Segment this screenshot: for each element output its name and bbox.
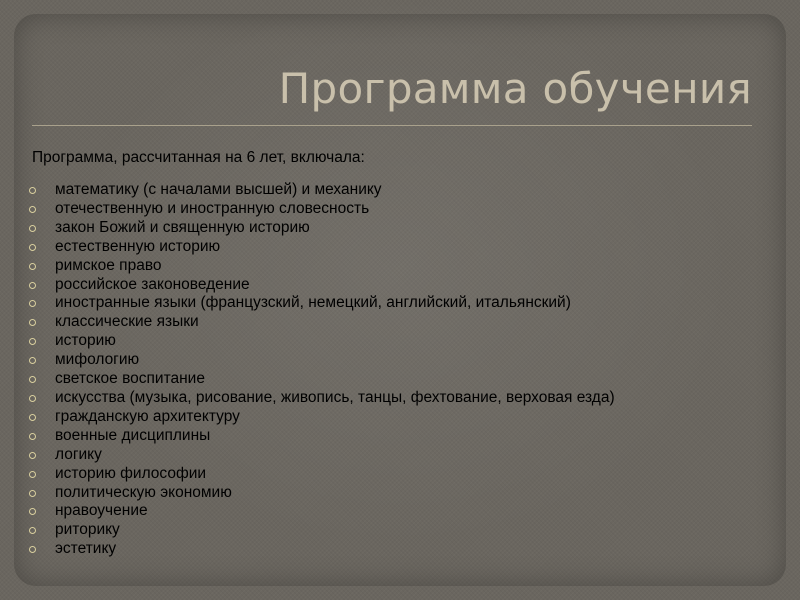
list-item-text: историю философии <box>55 464 207 482</box>
list-item-text: российское законоведение <box>55 275 250 293</box>
list-item <box>27 313 787 332</box>
list-item <box>27 389 787 408</box>
slide-title: Программа обучения <box>278 64 752 113</box>
ring-bullet-icon <box>29 357 36 364</box>
list-item-text: историю <box>55 332 116 350</box>
ring-bullet-icon <box>29 471 36 478</box>
ring-bullet-icon <box>29 319 36 326</box>
list-item <box>27 446 787 465</box>
list-item-text: искусства (музыка, рисование, живопись, танцы, фехтование, верховая езда) <box>55 388 615 406</box>
list-item-text: классические языки <box>55 313 199 331</box>
list-item-text: естественную историю <box>55 237 221 255</box>
list-item <box>27 521 787 540</box>
list-item <box>27 294 787 313</box>
list-item <box>27 257 787 276</box>
ring-bullet-icon <box>29 206 36 213</box>
list-item <box>27 427 787 446</box>
list-item <box>27 181 787 200</box>
list-item <box>27 219 787 238</box>
ring-bullet-icon <box>29 395 36 402</box>
list-item-text: гражданскую архитектуру <box>55 407 240 425</box>
ring-bullet-icon <box>29 338 36 345</box>
list-item <box>27 276 787 295</box>
list-item-text: эстетику <box>55 540 117 558</box>
list-item <box>27 502 787 521</box>
ring-bullet-icon <box>29 546 36 553</box>
ring-bullet-icon <box>29 414 36 421</box>
list-item-text: риторику <box>55 521 120 539</box>
list-item <box>27 370 787 389</box>
list-item <box>27 484 787 503</box>
list-item <box>27 540 787 559</box>
list-item-text: мифологию <box>55 351 140 369</box>
ring-bullet-icon <box>29 452 36 459</box>
ring-bullet-icon <box>29 263 36 270</box>
ring-bullet-icon <box>29 300 36 307</box>
list-item-text: закон Божий и священную историю <box>55 218 310 236</box>
intro-text: Программа, рассчитанная на 6 лет, включала: <box>32 149 365 166</box>
ring-bullet-icon <box>29 508 36 515</box>
list-item <box>27 238 787 257</box>
list-item-text: логику <box>55 445 102 463</box>
list-item <box>27 332 787 351</box>
list-item-text: отечественную и иностранную словесность <box>55 199 370 217</box>
ring-bullet-icon <box>29 225 36 232</box>
ring-bullet-icon <box>29 376 36 383</box>
ring-bullet-icon <box>29 433 36 440</box>
list-item-text: математику (с началами высшей) и механику <box>55 181 382 198</box>
title-divider <box>32 125 752 126</box>
ring-bullet-icon <box>29 244 36 251</box>
ring-bullet-icon <box>29 187 36 194</box>
list-item-text: римское право <box>55 256 162 274</box>
list-item-text: военные дисциплины <box>55 426 211 444</box>
list-item <box>27 351 787 370</box>
list-item <box>27 408 787 427</box>
list-item-text: светское воспитание <box>55 370 205 388</box>
list-item-text: нравоучение <box>55 502 148 520</box>
ring-bullet-icon <box>29 282 36 289</box>
list-item-text: иностранные языки (французский, немецкий, английский, итальянский) <box>55 294 571 312</box>
subject-list <box>27 181 787 559</box>
ring-bullet-icon <box>29 490 36 497</box>
list-item <box>27 465 787 484</box>
slide-content <box>27 147 787 559</box>
list-item <box>27 200 787 219</box>
ring-bullet-icon <box>29 527 36 534</box>
list-item-text: политическую экономию <box>55 483 232 501</box>
